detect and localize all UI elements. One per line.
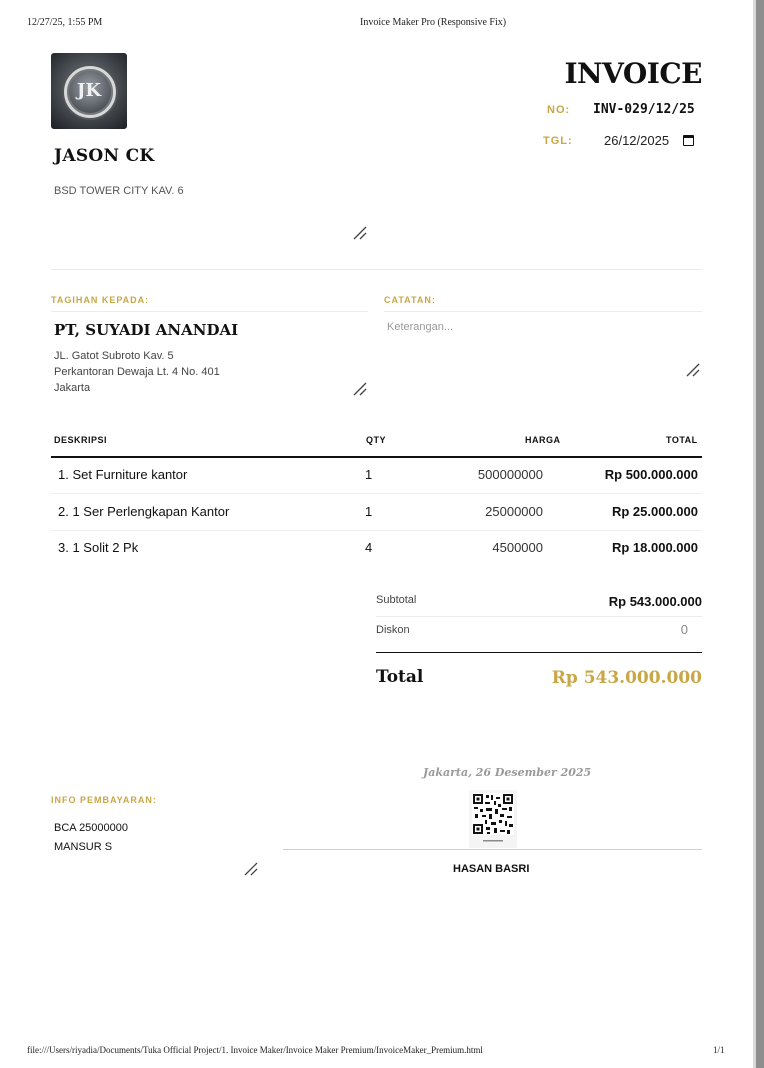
row-divider: [51, 530, 702, 531]
payment-info-line[interactable]: BCA 25000000: [54, 822, 129, 834]
scrollbar[interactable]: [756, 0, 764, 1068]
print-page-title: Invoice Maker Pro (Responsive Fix): [360, 17, 507, 28]
invoice-title: INVOICE: [564, 57, 702, 90]
item-total: Rp 25.000.000: [611, 504, 698, 519]
item-price-input[interactable]: 25000000: [485, 504, 543, 519]
bill-to-divider: [51, 311, 368, 312]
qr-code-signature-image[interactable]: [469, 790, 517, 848]
discount-input[interactable]: 0: [680, 622, 688, 637]
notes-label: CATATAN:: [384, 295, 436, 305]
logo-monogram: JK: [76, 80, 102, 101]
grand-total-value: Rp 543.000.000: [551, 668, 702, 688]
signature-line: [283, 849, 702, 850]
company-logo[interactable]: [51, 53, 127, 129]
notes-divider: [384, 311, 702, 312]
signer-name[interactable]: HASAN BASRI: [453, 863, 530, 875]
sender-address[interactable]: BSD TOWER CITY KAV. 6: [54, 185, 184, 197]
column-header-qty: QTY: [366, 435, 387, 445]
column-header-description: DESKRIPSI: [54, 435, 108, 445]
subtotal-value: Rp 543.000.000: [608, 594, 702, 609]
sender-company-name[interactable]: JASON CK: [54, 146, 155, 166]
summary-divider: [376, 616, 702, 617]
column-header-total: TOTAL: [666, 435, 698, 445]
print-page-count: 1/1: [713, 1045, 725, 1055]
section-divider: [51, 269, 702, 270]
subtotal-label: Subtotal: [376, 594, 417, 606]
textarea-resize-handle-icon[interactable]: [244, 862, 258, 876]
invoice-date-input[interactable]: 26/12/2025: [604, 133, 670, 148]
item-description-input[interactable]: 1. Set Furniture kantor: [58, 467, 188, 482]
invoice-date-label: TGL:: [543, 135, 573, 147]
bill-to-name[interactable]: PT, SUYADI ANANDAI: [54, 321, 239, 339]
item-total: Rp 500.000.000: [604, 467, 698, 482]
item-total: Rp 18.000.000: [611, 540, 698, 555]
notes-textarea[interactable]: Keterangan...: [387, 321, 454, 333]
payment-info-line[interactable]: MANSUR S: [54, 841, 113, 853]
bill-to-label: TAGIHAN KEPADA:: [51, 295, 150, 305]
table-header-rule: [51, 456, 702, 458]
discount-label: Diskon: [376, 624, 410, 636]
bill-to-address-line[interactable]: JL. Gatot Subroto Kav. 5: [54, 350, 174, 362]
item-price-input[interactable]: 4500000: [492, 540, 543, 555]
textarea-resize-handle-icon[interactable]: [353, 226, 367, 240]
textarea-resize-handle-icon[interactable]: [686, 363, 700, 377]
payment-info-label: INFO PEMBAYARAN:: [51, 795, 157, 805]
signature-place-date[interactable]: Jakarta, 26 Desember 2025: [423, 766, 592, 779]
item-price-input[interactable]: 500000000: [477, 467, 543, 482]
item-description-input[interactable]: 3. 1 Solit 2 Pk: [58, 540, 139, 555]
textarea-resize-handle-icon[interactable]: [353, 382, 367, 396]
print-datetime: 12/27/25, 1:55 PM: [27, 17, 103, 28]
item-qty-input[interactable]: 1: [365, 504, 373, 519]
total-rule: [376, 652, 702, 653]
item-qty-input[interactable]: 1: [365, 467, 373, 482]
print-file-path: file:///Users/riyadia/Documents/Tuka Official Project/1. Invoice Maker/Invoice Maker Premium/InvoiceMaker_Premium.html: [27, 1045, 483, 1055]
grand-total-label: Total: [376, 667, 424, 687]
row-divider: [51, 493, 702, 494]
item-description-input[interactable]: 2. 1 Ser Perlengkapan Kantor: [58, 504, 230, 519]
bill-to-address-line[interactable]: Perkantoran Dewaja Lt. 4 No. 401: [54, 366, 220, 378]
invoice-number-input[interactable]: INV-029/12/25: [593, 102, 695, 117]
invoice-number-label: NO:: [547, 104, 571, 116]
item-qty-input[interactable]: 4: [365, 540, 373, 555]
bill-to-address-line[interactable]: Jakarta: [54, 382, 91, 394]
column-header-price: HARGA: [525, 435, 561, 445]
calendar-icon[interactable]: [683, 135, 694, 146]
